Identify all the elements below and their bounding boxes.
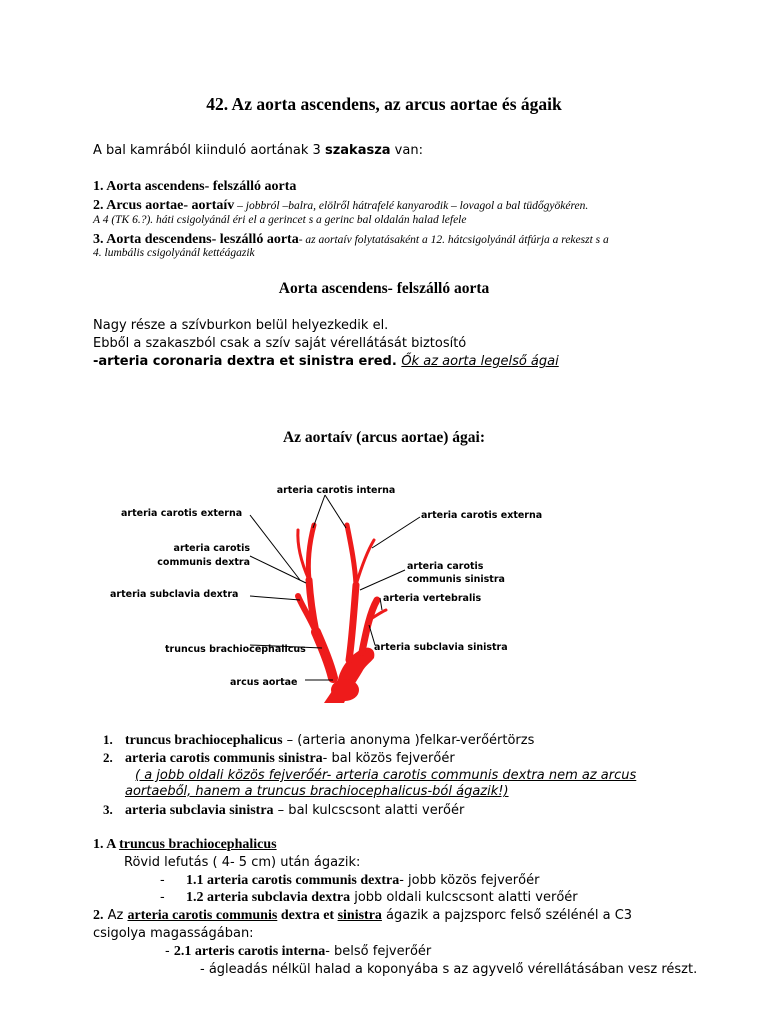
- asc-line-1: Nagy része a szívburkon belül helyezkedik el.: [93, 318, 389, 333]
- heading-ascendens: Aorta ascendens- felszálló aorta: [278, 280, 490, 297]
- heading-arcus: Az aortaív (arcus aortae) ágai:: [282, 429, 485, 446]
- aorta-diagram: [0, 470, 768, 710]
- tb-heading: 1. A truncus brachiocephalicus: [93, 837, 277, 852]
- carotis-item-1: - 2.1 arteris carotis interna- belső fejverőér: [165, 944, 432, 959]
- carotis-line-1: 2. Az arteria carotis communis dextra et sinistra ágazik a pajzsporc felső szélénél a C3: [93, 908, 633, 923]
- tb-item-2: - 1.2 arteria subclavia dextra jobb oldali kulcscsont alatti verőér: [160, 890, 578, 905]
- label-ccd-2: communis dextra: [157, 557, 250, 568]
- branch-item-3: 3. arteria subclavia sinistra – bal kulcscsont alatti verőér: [103, 802, 465, 818]
- carotis-sub-line: - ágleadás nélkül halad a koponyába s az agyvelő vérellátásában vesz részt.: [200, 962, 698, 977]
- label-arcus-aortae: arcus aortae: [230, 677, 298, 688]
- aorta-vessels: [298, 525, 386, 703]
- label-ccs-2: communis sinistra: [407, 574, 505, 585]
- label-carotis-interna: arteria carotis interna: [276, 485, 396, 496]
- tb-line-2: Rövid lefutás ( 4- 5 cm) után ágazik:: [124, 855, 361, 870]
- section-3: 3. Aorta descendens- leszálló aorta- az aortaív folytatásaként a 12. hátcsigolyánál átfúrja a rekeszt s a: [93, 232, 609, 247]
- carotis-line-2: csigolya magasságában:: [93, 926, 254, 941]
- label-truncus: truncus brachiocephalicus: [165, 644, 306, 655]
- section-2: 2. Arcus aortae- aortaív – jobbról –balra, elölről hátrafelé kanyarodik – lovagol a bal tüdőgyökéren.: [93, 198, 589, 213]
- label-ccs-1: arteria carotis: [407, 561, 484, 572]
- page-title: 42. Az aorta ascendens, az arcus aortae és ágaik: [206, 94, 562, 114]
- branch-item-2: 2. arteria carotis communis sinistra- bal közös fejverőér: [103, 750, 455, 766]
- label-carotis-externa-left: arteria carotis externa: [121, 508, 243, 519]
- tb-item-1: - 1.1 arteria carotis communis dextra- jobb közös fejverőér: [160, 873, 540, 888]
- label-ccd-1: arteria carotis: [173, 543, 250, 554]
- section-2-line2: A 4 (TK 6.?). háti csigolyánál éri el a gerincet s a gerinc bal oldalán halad lefele: [93, 214, 467, 226]
- branch-note-line-1: ( a jobb oldali közös fejverőér- arteria carotis communis dextra nem az arcus: [135, 768, 637, 783]
- label-subclavia-sinistra: arteria subclavia sinistra: [374, 642, 508, 653]
- branch-note-line-2: aortaeből, hanem a truncus brachiocephalicus-ból ágazik!): [125, 784, 509, 799]
- branch-item-1: 1. truncus brachiocephalicus – (arteria anonyma )felkar-verőértörzs: [103, 732, 535, 748]
- label-vertebralis: arteria vertebralis: [383, 593, 482, 604]
- asc-line-3: -arteria coronaria dextra et sinistra ered. Ők az aorta legelső ágai: [93, 354, 559, 369]
- label-carotis-externa-right: arteria carotis externa: [421, 510, 543, 521]
- section-1: 1. Aorta ascendens- felszálló aorta: [93, 179, 297, 194]
- asc-line-2: Ebből a szakaszból csak a szív saját vérellátását biztosító: [93, 336, 467, 351]
- intro-line: A bal kamrából kiinduló aortának 3 szakasza van:: [93, 143, 423, 158]
- section-3-line2: 4. lumbális csigolyánál kettéágazik: [93, 247, 255, 259]
- label-subclavia-dextra: arteria subclavia dextra: [110, 589, 239, 600]
